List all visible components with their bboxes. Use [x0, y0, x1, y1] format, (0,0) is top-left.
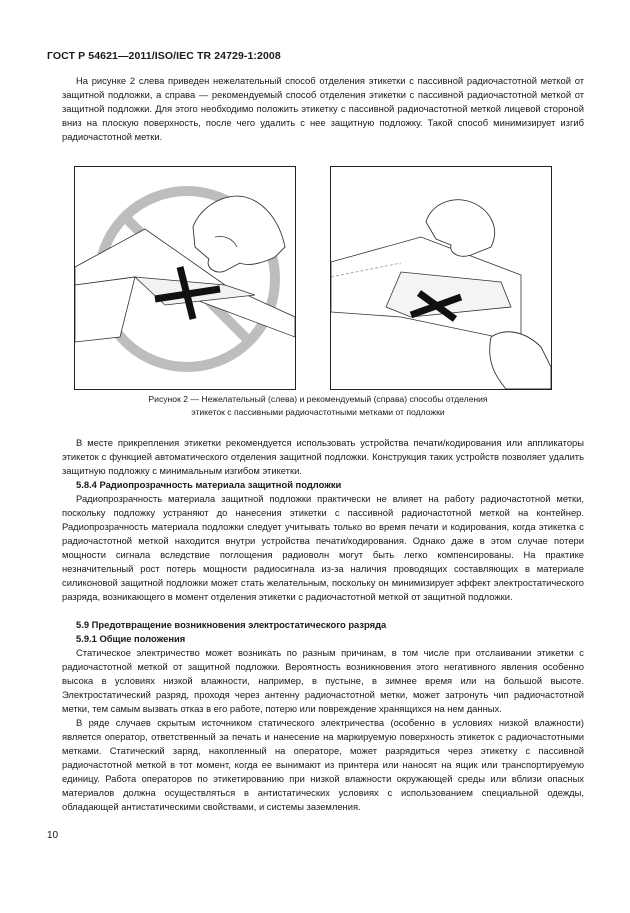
page-number: 10 — [47, 830, 59, 841]
section-5-9-heading: 5.9 Предотвращение возникновения электростатического разряда — [76, 619, 387, 630]
recommended-peel-illustration — [331, 167, 551, 389]
figure-left-undesirable — [74, 166, 296, 390]
figure-right-recommended — [330, 166, 552, 390]
intro-paragraph: На рисунке 2 слева приведен нежелательный способ отделения этикетки с пассивной радиочастотной меткой от защитной подложки, а справа — рекомендуемый способ отделения этикетки с пассивной радиочастотной меткой от защитной подложки. Для этого необходимо положить этикетку с пассивной радиочастотной меткой лицевой стороной вниз на плоскую поверхность, после чего удалить с нее защитную подложку. Такой способ минимизирует изгиб радиочастотной метки. — [62, 75, 584, 142]
lower-hand-icon — [490, 332, 551, 389]
section-5-9-1-paragraph-2: В ряде случаев скрытым источником статического электричества (особенно в условиях низкой влажности) является оператор, ответственный за печать и нанесение на маркируемую поверхность этикеток с радиочастотными метками. Статический заряд, накопленный на операторе, может разрядиться через этикетку с пассивной радиочастотной меткой в тот момент, когда ее вынимают из принтера или наносят на ящик или транспортируемую единицу. Работа операторов по этикетированию при низкой влажности окружающей среды или вблизи опасных материалов должна осуществляться в антистатических условиях с использованием специальной одежды, обладающей антистатическими свойствами, и системы заземления. — [62, 717, 584, 812]
section-5-9-1-heading: 5.9.1 Общие положения — [76, 633, 186, 644]
section-5-9-1-paragraph-1: Статическое электричество может возникать по разным причинам, в том числе при отслаивании этикетки с радиочастотной меткой от защитной подложки. Вероятность возникновения этого негативного явления особенно высока в условиях низкой влажности, например, в пустыне, в зимнее время или на большой высоте. Электростатический разряд, проходя через антенну радиочастотной метки, может затронуть чип радиочастотной метки, тем самым вызвать отказ в его работе, потерю или повреждение хранящихся на нем данных. — [62, 647, 584, 714]
applicator-paragraph: В месте прикрепления этикетки рекомендуется использовать устройства печати/кодирования или аппликаторы этикеток с функцией автоматического отделения защитной подложки. Конструкция таких устройств позволяет удалить защитную подложку с минимальным изгибом этикетки. — [62, 437, 584, 476]
section-5-8-4-paragraph: Радиопрозрачность материала защитной подложки практически не влияет на работу радиочастотной метки, поскольку подложку устраняют до нанесения этикетки с пассивной радиочастотной меткой на контейнер. Радиопрозрачность материала подложки следует учитывать только во время печати и кодирования, когда этикетка с радиочастотной меткой находится внутри устройства печати/кодирования. Однако даже в этом случае потери мощности сигнала вследствие поглощения радиоволн могут быть легко компенсированы. На практике незначительный рост потерь мощности радиосигнала из-за наличия проводящих составляющих в материале силиконовой защитной подложки может стать желательным, поскольку он минимизирует эффект электростатического разряда, возникающего в момент отделения этикетки с радиочастотной меткой от защитной подложки. — [62, 493, 584, 602]
document-header: ГОСТ Р 54621—2011/ISO/IEC TR 24729-1:2008 — [47, 50, 281, 62]
figure-caption: Рисунок 2 — Нежелательный (слева) и рекомендуемый (справа) способы отделения этикеток с пассивными радиочастотными метками от подложки — [148, 394, 488, 417]
section-5-8-4-heading: 5.8.4 Радиопрозрачность материала защитной подложки — [76, 479, 342, 490]
undesirable-peel-illustration — [75, 167, 295, 389]
